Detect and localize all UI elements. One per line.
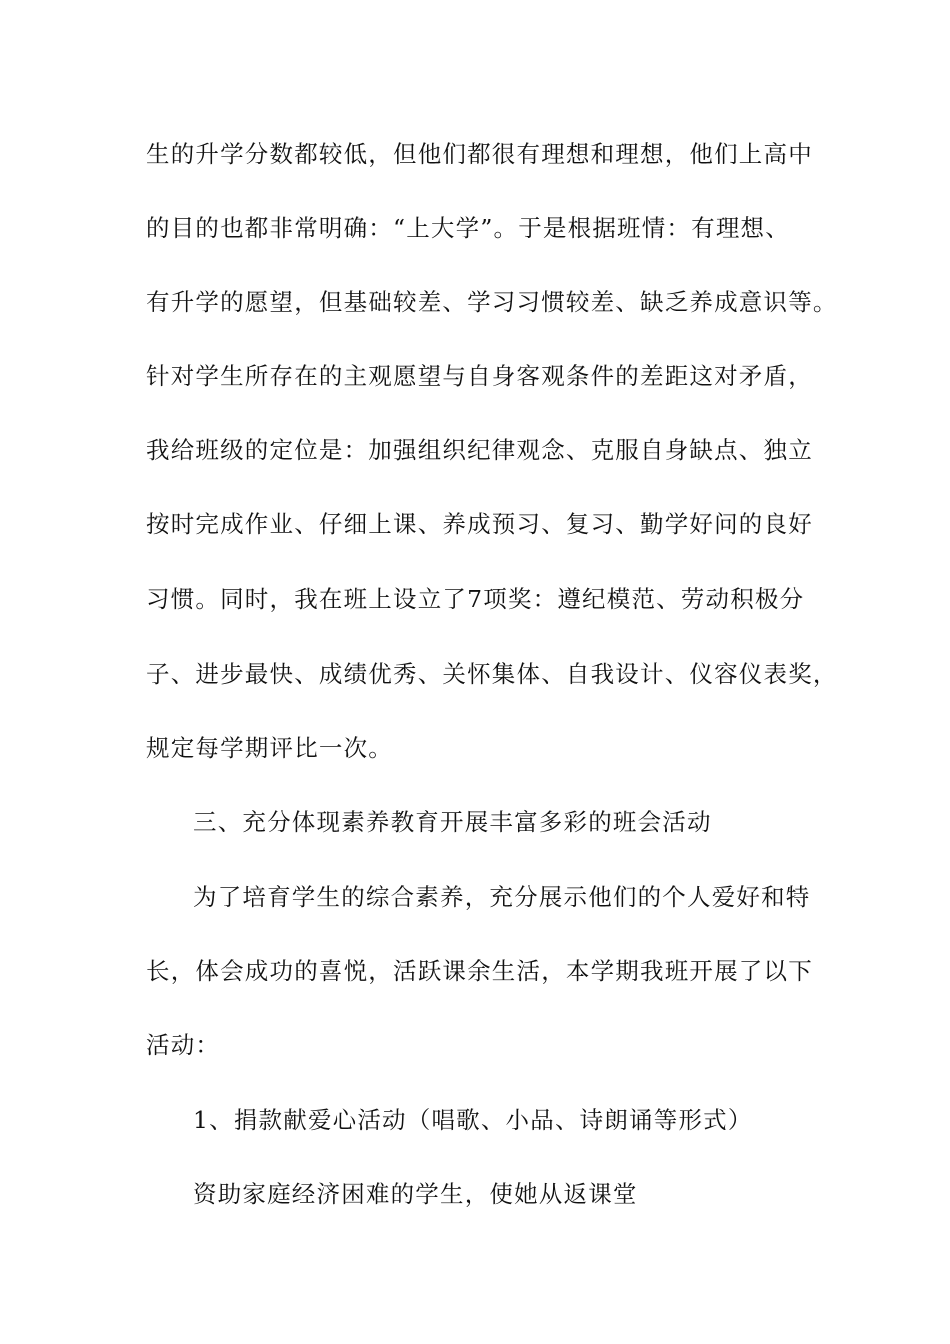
text-line: 习惯。同时，我在班上设立了7项奖：遵纪模范、劳动积极分 xyxy=(146,585,805,613)
text-line: 有升学的愿望，但基础较差、学习习惯较差、缺乏养成意识等。 xyxy=(146,288,838,316)
list-item: 1、捐款献爱心活动（唱歌、小品、诗朗诵等形式） xyxy=(193,1106,753,1134)
text-line: 子、进步最快、成绩优秀、关怀集体、自我设计、仪容仪表奖， xyxy=(146,660,838,688)
text-line: 活动： xyxy=(146,1031,221,1059)
section-heading: 三、充分体现素养教育开展丰富多彩的班会活动 xyxy=(193,808,712,836)
text-line: 按时完成作业、仔细上课、养成预习、复习、勤学好问的良好 xyxy=(146,510,813,538)
text-line: 针对学生所存在的主观愿望与自身客观条件的差距这对矛盾， xyxy=(146,362,813,390)
text-line: 规定每学期评比一次。 xyxy=(146,734,393,762)
text-line: 生的升学分数都较低，但他们都很有理想和理想，他们上高中 xyxy=(146,140,813,168)
text-line: 的目的也都非常明确：“上大学”。于是根据班情：有理想、 xyxy=(146,214,790,242)
text-line: 长，体会成功的喜悦，活跃课余生活，本学期我班开展了以下 xyxy=(146,957,813,985)
text-line: 为了培育学生的综合素养，充分展示他们的个人爱好和特 xyxy=(193,883,811,911)
text-line: 资助家庭经济困难的学生，使她从返课堂 xyxy=(193,1180,638,1208)
text-line: 我给班级的定位是：加强组织纪律观念、克服自身缺点、独立 xyxy=(146,436,813,464)
